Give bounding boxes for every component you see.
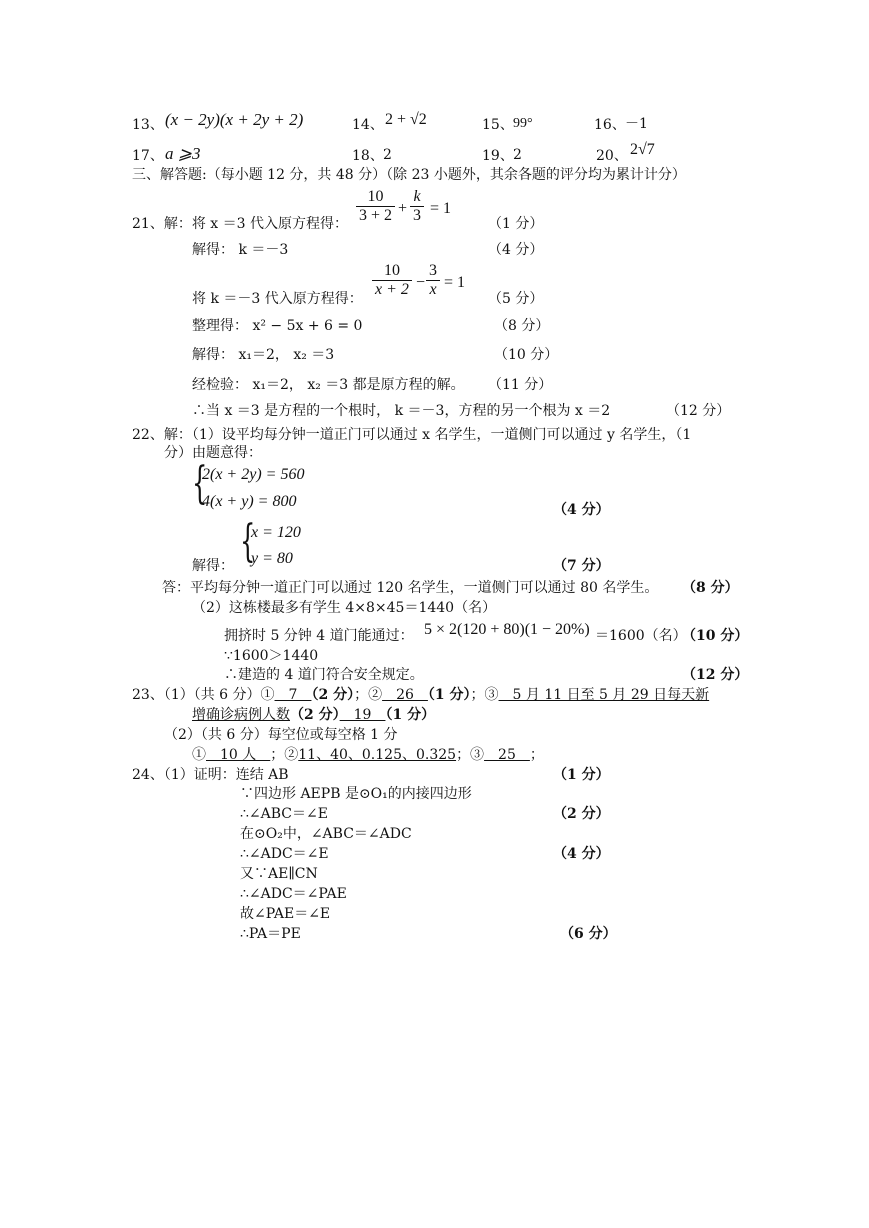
q23-c2: ；② bbox=[270, 747, 299, 763]
q21-equals-1b: = 1 bbox=[444, 274, 466, 291]
q24-score-6: （6 分） bbox=[560, 926, 617, 942]
answer-16-expr: －1 bbox=[625, 116, 648, 132]
q23-score-c: （2 分） bbox=[290, 707, 340, 723]
q23-c3-value: 25 bbox=[484, 747, 530, 763]
q22-score-12: （12 分） bbox=[682, 667, 749, 683]
q21-line-7: ∴当 x ＝3 是方程的一个根时， k ＝－3，方程的另一个根为 x ＝2 bbox=[192, 403, 611, 419]
q22-system-1-brace: { bbox=[192, 458, 208, 509]
q22-solve-label: 解得： bbox=[192, 558, 234, 574]
q21-score-6: （11 分） bbox=[488, 377, 553, 393]
answer-15-expr: 99° bbox=[513, 116, 533, 131]
q24-score-2: （2 分） bbox=[553, 806, 610, 822]
q23-sep-2: ；③ bbox=[470, 687, 499, 703]
q22-score-7: （7 分） bbox=[553, 558, 610, 574]
q24-line-6: 又∵AE∥CN bbox=[240, 866, 318, 882]
q21-score-2: （4 分） bbox=[488, 242, 544, 258]
q24-score-4: （4 分） bbox=[553, 846, 610, 862]
q23-part-1-line-2 bbox=[192, 707, 435, 724]
q24-line-2: ∵四边形 AEPB 是⊙O₁的内接四边形 bbox=[240, 786, 472, 802]
q21-line-3: 将 k ＝－3 代入原方程得： bbox=[192, 291, 363, 307]
q23-c4: ； bbox=[529, 747, 544, 763]
q21-score-3: （5 分） bbox=[488, 291, 544, 307]
answer-14-expr: 2 + √2 bbox=[385, 111, 427, 128]
answer-14-label: 14、 bbox=[352, 117, 384, 133]
q22-crowd-expression: 5 × 2(120 + 80)(1 − 20%) bbox=[424, 621, 590, 638]
q24-score-1: （1 分） bbox=[553, 767, 610, 783]
q22-line-1: 22、解：（1）设平均每分钟一道正门可以通过 x 名学生，一道侧门可以通过 y 名学生，（1 bbox=[132, 427, 692, 443]
q23-score-d: （1 分） bbox=[385, 707, 436, 723]
q21-score-5: （10 分） bbox=[494, 347, 559, 363]
q24-line-1: 24、（1）证明：连结 AB bbox=[132, 767, 289, 783]
q23-part-2-answers bbox=[192, 747, 544, 764]
q24-line-9: ∴PA＝PE bbox=[240, 926, 301, 942]
q22-answer: 答：平均每分钟一道正门可以通过 120 名学生，一道侧门可以通过 80 名学生。 bbox=[162, 580, 659, 596]
answer-16-label: 16、 bbox=[594, 117, 626, 133]
q22-crowd-result: ＝1600（名） bbox=[595, 628, 687, 644]
section-3-header: 三、解答题:（每小题 12 分，共 48 分）（除 23 小题外，其余各题的评分均为累计计分） bbox=[132, 167, 686, 183]
answer-18-expr: 2 bbox=[383, 147, 392, 163]
answer-15-label: 15、 bbox=[482, 117, 514, 133]
q21-score-4: （8 分） bbox=[494, 318, 550, 334]
q21-score-1: （1 分） bbox=[488, 216, 544, 232]
q23-part-2: （2）（共 6 分）每空位或每空格 1 分 bbox=[164, 727, 398, 743]
q22-crowd-label: 拥挤时 5 分钟 4 道门能通过： bbox=[224, 628, 414, 644]
q21-fraction-10-over-xplus2: $\frac{10}{x + 2}$ bbox=[372, 262, 412, 300]
q22-score-8: （8 分） bbox=[682, 580, 739, 596]
q23-blank-4: 19 bbox=[339, 707, 386, 723]
answer-17-label: 17、 bbox=[132, 148, 164, 164]
q23-blank-2: 26 bbox=[382, 687, 428, 703]
q22-line-2: 分）由题意得： bbox=[164, 445, 262, 461]
q21-score-7: （12 分） bbox=[666, 403, 731, 419]
q22-system-1-eq-b: 4(x + y) = 800 bbox=[202, 493, 297, 510]
q23-score-a: （2 分） bbox=[311, 687, 355, 703]
q24-line-4: 在⊙O₂中，∠ABC＝∠ADC bbox=[240, 826, 412, 842]
q23-blank-3a: 5 月 11 日至 5 月 29 日每天新 bbox=[498, 687, 710, 703]
answer-20-expr: 2√7 bbox=[630, 141, 655, 158]
answer-17-expr: a ⩾3 bbox=[165, 144, 201, 163]
q22-system-2-eq-b: y = 80 bbox=[251, 550, 293, 567]
q22-part-2: （2）这栋楼最多有学生 4×8×45＝1440（名） bbox=[192, 600, 497, 616]
q23-c1-value: 10 人 bbox=[206, 747, 271, 763]
answer-13-expr: (x − 2y)(x + 2y + 2) bbox=[165, 110, 304, 129]
q24-line-3: ∴∠ABC＝∠E bbox=[240, 806, 328, 822]
q22-system-2-brace: { bbox=[240, 516, 256, 567]
q22-system-1-eq-a: 2(x + 2y) = 560 bbox=[202, 466, 305, 483]
q23-c2-value: 11、40、0.125、0.325 bbox=[298, 747, 457, 763]
q21-equals-1: = 1 bbox=[430, 200, 452, 217]
q21-line-6: 经检验： x₁＝2， x₂ ＝3 都是原方程的解。 bbox=[192, 377, 465, 393]
q23-blank-1: 7 bbox=[274, 687, 312, 703]
q21-fraction-10-over-3plus2: $\frac{10}{3 + 2}$ bbox=[356, 188, 395, 226]
answer-19-expr: 2 bbox=[513, 147, 522, 163]
q23-c3: ；③ bbox=[456, 747, 485, 763]
q24-line-5: ∴∠ADC＝∠E bbox=[240, 846, 329, 862]
answer-20-label: 20、 bbox=[596, 148, 628, 164]
answer-13-label: 13、 bbox=[132, 117, 164, 133]
answer-18-label: 18、 bbox=[352, 148, 384, 164]
answer-19-label: 19、 bbox=[482, 148, 514, 164]
q24-line-8: 故∠PAE＝∠E bbox=[240, 906, 331, 922]
q22-because: ∵1600＞1440 bbox=[224, 648, 319, 664]
q21-fraction-k-over-3: $\frac{k}{3}$ bbox=[410, 188, 424, 226]
q21-line-5: 解得： x₁＝2， x₂ ＝3 bbox=[192, 347, 335, 363]
q22-score-10: （10 分） bbox=[682, 628, 749, 644]
q21-line-2: 解得： k ＝－3 bbox=[192, 242, 289, 258]
q21-line-1: 21、解：将 x ＝3 代入原方程得： bbox=[132, 216, 348, 232]
q23-sep-1: ；② bbox=[354, 687, 383, 703]
q21-minus-sign: − bbox=[416, 274, 426, 291]
q23-score-b: （1 分） bbox=[427, 687, 471, 703]
q22-system-2-eq-a: x = 120 bbox=[251, 524, 301, 541]
q21-plus-sign: + bbox=[398, 200, 408, 217]
q22-score-4: （4 分） bbox=[553, 502, 610, 518]
q23-c1: ① bbox=[192, 747, 206, 763]
q22-conclusion: ∴建造的 4 道门符合安全规定。 bbox=[224, 667, 424, 683]
q23-part-1-line-1 bbox=[132, 687, 709, 704]
q23-blank-3b: 增确诊病例人数 bbox=[192, 707, 290, 723]
q24-line-7: ∴∠ADC＝∠PAE bbox=[240, 886, 347, 902]
q21-fraction-3-over-x: $\frac{3}{x}$ bbox=[426, 262, 440, 300]
q23-prefix: 23、（1）（共 6 分）① bbox=[132, 687, 275, 703]
q21-line-4: 整理得： x² − 5x + 6 = 0 bbox=[192, 318, 363, 334]
